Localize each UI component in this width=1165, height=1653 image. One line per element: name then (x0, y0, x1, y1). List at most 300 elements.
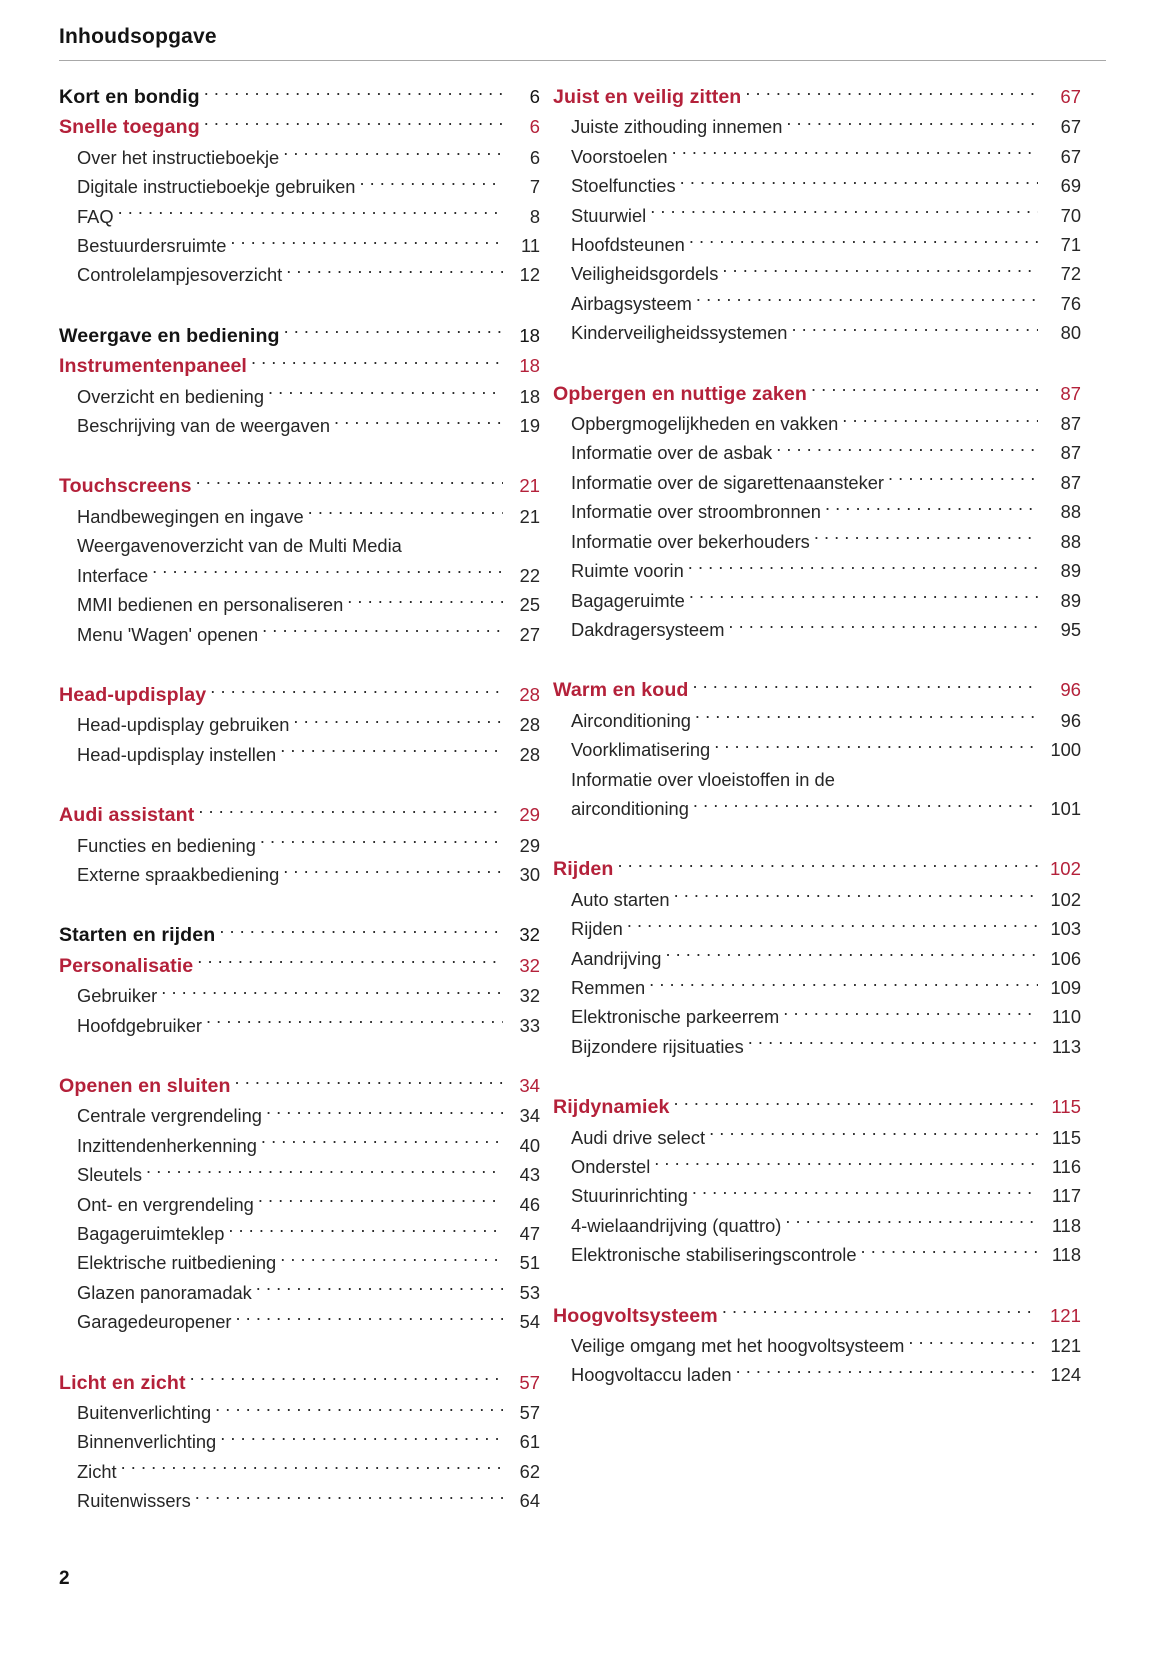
toc-page-number: 6 (529, 116, 540, 138)
toc-group-spacer (553, 823, 1081, 854)
toc-entry-label: Handbewegingen en ingave (77, 505, 304, 527)
toc-leader-dots (617, 857, 1038, 875)
toc-leader-dots (236, 1310, 504, 1328)
toc-group-spacer (59, 1337, 540, 1368)
toc-group (59, 1368, 540, 1516)
toc-page-number: 124 (1050, 1364, 1081, 1386)
toc-entry-label: Hoogvoltaccu laden (571, 1364, 732, 1386)
toc-leader-dots (293, 713, 503, 731)
toc-page-number: 121 (1050, 1335, 1081, 1357)
toc-entry-label: Rijden (571, 918, 623, 940)
toc-page-number: 22 (519, 564, 540, 586)
toc-page-number: 100 (1050, 739, 1081, 761)
toc-leader-dots (722, 262, 1038, 280)
toc-row-entry[interactable] (553, 973, 1081, 1002)
toc-row-entry[interactable] (553, 1331, 1081, 1360)
toc-group-spacer (553, 1061, 1081, 1092)
toc-entry-label: Voorstoelen (571, 145, 668, 167)
toc-page-number: 28 (519, 714, 540, 736)
toc-page-number: 61 (519, 1431, 540, 1453)
toc-entry-label: Beschrijving van de weergaven (77, 415, 331, 437)
toc-leader-dots (284, 324, 503, 342)
toc-page-number: 28 (519, 683, 540, 705)
toc-row-entry[interactable] (59, 1011, 540, 1040)
toc-entry-label: Opbergmogelijkheden en vakken (571, 413, 839, 435)
toc-entry-label: Audi assistant (59, 804, 195, 827)
toc-page-number: 6 (529, 86, 540, 107)
toc-entry-label: Aandrijving (571, 947, 662, 969)
toc-group-spacer (59, 1040, 540, 1071)
toc-entry-label: Dakdragersysteem (571, 618, 725, 640)
toc-row-entry[interactable] (553, 1002, 1081, 1031)
toc-leader-dots (811, 381, 1038, 399)
toc-page-number: 117 (1051, 1185, 1081, 1207)
toc-page-number: 34 (519, 1105, 540, 1127)
toc-entry-label: Instrumentenpaneel (59, 355, 247, 378)
toc-page-number: 87 (1060, 382, 1081, 404)
toc-row-entry[interactable] (553, 1181, 1081, 1210)
toc-leader-dots (206, 1013, 503, 1031)
toc-row-entry[interactable] (553, 1032, 1081, 1061)
toc-leader-dots (680, 174, 1038, 192)
toc-row-entry[interactable] (553, 1211, 1081, 1240)
toc-row-section[interactable] (59, 1368, 540, 1398)
toc-leader-dots (748, 1034, 1038, 1052)
toc-page-number: 7 (529, 176, 540, 198)
toc-page-number: 57 (519, 1371, 540, 1393)
toc-leader-dots (785, 1214, 1038, 1232)
toc-page-number: 106 (1050, 947, 1081, 969)
toc-entry-label: Elektrische ruitbediening (77, 1252, 277, 1274)
toc-row-entry[interactable] (553, 289, 1081, 318)
toc-entry-label: Bagageruimte (571, 589, 685, 611)
toc-row-entry[interactable] (553, 1360, 1081, 1389)
toc-entry-label: Licht en zicht (59, 1371, 186, 1394)
toc-entry-label: Starten en rijden (59, 924, 216, 947)
toc-leader-dots (152, 563, 503, 581)
toc-row-entry[interactable] (553, 556, 1081, 585)
toc-page-number: 109 (1050, 976, 1081, 998)
toc-row-section[interactable] (59, 112, 540, 142)
toc-leader-dots (745, 85, 1038, 103)
toc-page-number: 28 (519, 743, 540, 765)
toc-entry-label: Inzittendenherkenning (77, 1134, 257, 1156)
title-divider (59, 60, 1106, 61)
toc-page-number: 25 (519, 594, 540, 616)
toc-row-entry[interactable] (553, 527, 1081, 556)
toc-entry-label: Veilige omgang met het hoogvoltsysteem (571, 1335, 905, 1357)
toc-leader-dots (359, 175, 503, 193)
toc-row-section[interactable] (553, 82, 1081, 112)
toc-leader-dots (280, 1251, 503, 1269)
toc-page-number: 46 (519, 1193, 540, 1215)
toc-row-entry[interactable] (59, 411, 540, 440)
toc-leader-dots (251, 354, 503, 372)
toc-row-entry[interactable] (553, 409, 1081, 438)
toc-row-entry[interactable] (59, 531, 540, 560)
toc-entry-label: 4-wielaandrijving (quattro) (571, 1214, 782, 1236)
toc-page-number: 72 (1060, 263, 1081, 285)
toc-entry-label: Elektronische parkeerrem (571, 1006, 780, 1028)
toc-leader-dots (334, 414, 503, 432)
toc-entry-label: Snelle toegang (59, 116, 200, 139)
toc-page-number: 32 (519, 954, 540, 976)
toc-entry-label: Externe spraakbediening (77, 863, 280, 885)
toc-entry-label: Auto starten (571, 888, 670, 910)
toc-row-entry[interactable] (59, 502, 540, 531)
toc-row-entry[interactable] (553, 885, 1081, 914)
toc-entry-label: Warm en koud (553, 679, 689, 702)
toc-leader-dots (736, 1363, 1038, 1381)
toc-row-chapter[interactable] (59, 82, 540, 112)
toc-group (59, 1071, 540, 1337)
toc-row-entry[interactable] (59, 981, 540, 1010)
toc-row-entry[interactable] (59, 1248, 540, 1277)
toc-entry-label: Zicht (77, 1460, 117, 1482)
toc-row-section[interactable] (59, 951, 540, 981)
toc-row-entry[interactable] (553, 944, 1081, 973)
toc-row-entry[interactable] (553, 171, 1081, 200)
toc-entry-label: Opbergen en nuttige zaken (553, 382, 807, 405)
toc-entry-label: Informatie over stroombronnen (571, 501, 821, 523)
toc-leader-dots (693, 797, 1038, 815)
toc-group-spacer (59, 649, 540, 680)
toc-leader-dots (210, 683, 503, 701)
toc-leader-dots (195, 1489, 503, 1507)
toc-row-entry[interactable] (553, 468, 1081, 497)
toc-row-entry[interactable] (553, 586, 1081, 615)
toc-page-number: 29 (519, 804, 540, 826)
toc-page-number: 19 (519, 415, 540, 437)
toc-leader-dots (347, 593, 503, 611)
toc-leader-dots (280, 742, 503, 760)
toc-column-right (540, 82, 1140, 1516)
toc-entry-label: Elektronische stabiliseringscontrole (571, 1244, 857, 1266)
toc-page-number: 67 (1060, 145, 1081, 167)
toc-leader-dots (692, 1184, 1038, 1202)
toc-row-section[interactable] (553, 1301, 1081, 1331)
toc-leader-dots (842, 412, 1038, 430)
toc-entry-label: Informatie over de asbak (571, 442, 773, 464)
toc-page-number: 71 (1060, 234, 1081, 256)
toc-page-number: 54 (519, 1311, 540, 1333)
toc-page-number: 62 (519, 1460, 540, 1482)
toc-page-number: 87 (1060, 442, 1081, 464)
toc-leader-dots (654, 1155, 1038, 1173)
toc-leader-dots (283, 146, 503, 164)
toc-row-entry[interactable] (553, 914, 1081, 943)
toc-group (553, 82, 1081, 348)
toc-page-number: 40 (519, 1134, 540, 1156)
toc-leader-dots (908, 1334, 1038, 1352)
toc-page-number: 70 (1060, 204, 1081, 226)
toc-row-entry[interactable] (553, 1240, 1081, 1269)
toc-leader-dots (286, 263, 503, 281)
toc-entry-label: Controlelampjesoverzicht (77, 264, 283, 286)
toc-page-number: 76 (1060, 292, 1081, 314)
toc-entry-label: Buitenverlichting (77, 1402, 212, 1424)
toc-leader-dots (665, 946, 1038, 964)
toc-entry-label: Gebruiker (77, 985, 158, 1007)
toc-row-entry[interactable] (59, 1190, 540, 1219)
toc-page-number: 95 (1060, 618, 1081, 640)
toc-row-entry[interactable] (59, 202, 540, 231)
toc-entry-label: Bagageruimteklep (77, 1223, 225, 1244)
toc-leader-dots (888, 471, 1038, 489)
toc-page-number: 32 (519, 924, 540, 946)
toc-page-number: 110 (1051, 1006, 1081, 1028)
toc-row-entry[interactable] (59, 143, 540, 172)
toc-group (59, 800, 540, 889)
toc-row-section[interactable] (59, 680, 540, 710)
toc-leader-dots (695, 708, 1038, 726)
toc-row-section[interactable] (59, 800, 540, 830)
toc-entry-label: Rijdynamiek (553, 1096, 670, 1119)
toc-row-entry[interactable] (59, 561, 540, 590)
toc-entry-label: Binnenverlichting (77, 1431, 217, 1453)
toc-row-entry[interactable] (59, 1427, 540, 1456)
toc-row-entry[interactable] (553, 1152, 1081, 1181)
toc-entry-label: Hoofdsteunen (571, 234, 685, 256)
toc-row-entry[interactable] (553, 735, 1081, 764)
toc-leader-dots (204, 115, 503, 133)
toc-entry-label: Touchscreens (59, 475, 192, 498)
toc-page-number: 34 (519, 1074, 540, 1096)
toc-leader-dots (121, 1460, 503, 1478)
toc-page-number: 69 (1060, 175, 1081, 197)
toc-entry-label: Kinderveiligheidssystemen (571, 322, 788, 344)
toc-group-spacer (553, 1270, 1081, 1301)
toc-entry-label: Airbagsysteem (571, 292, 692, 314)
toc-leader-dots (714, 738, 1038, 756)
toc-page-number: 89 (1060, 560, 1081, 582)
toc-page-number: 47 (519, 1223, 540, 1244)
toc-page-number: 101 (1050, 797, 1081, 819)
toc-page-number: 18 (519, 324, 540, 346)
toc-entry-label: Stuurinrichting (571, 1185, 688, 1207)
toc-row-entry[interactable] (553, 142, 1081, 171)
toc-leader-dots (256, 1281, 503, 1299)
toc-row-section[interactable] (59, 351, 540, 381)
toc-row-entry[interactable] (59, 260, 540, 289)
toc-entry-label: Ruitenwissers (77, 1490, 191, 1512)
toc-row-entry[interactable] (59, 590, 540, 619)
toc-page-number: 67 (1060, 116, 1081, 138)
toc-row-entry[interactable] (59, 740, 540, 769)
toc-page-number: 113 (1051, 1035, 1081, 1057)
page-folio: 2 (59, 1568, 70, 1589)
toc-leader-dots (235, 1074, 503, 1092)
toc-row-entry[interactable] (59, 860, 540, 889)
toc-row-entry[interactable] (553, 1123, 1081, 1152)
toc-row-entry[interactable] (553, 318, 1081, 347)
toc-entry-label: airconditioning (571, 797, 689, 819)
toc-leader-dots (672, 145, 1038, 163)
toc-row-entry[interactable] (553, 259, 1081, 288)
toc-page-number: 57 (519, 1402, 540, 1424)
toc-entry-label: Head-updisplay (59, 683, 207, 706)
toc-row-entry[interactable] (553, 438, 1081, 467)
toc-entry-label: Stuurwiel (571, 204, 647, 226)
toc-leader-dots (861, 1243, 1038, 1261)
toc-row-chapter[interactable] (59, 920, 540, 950)
toc-leader-dots (709, 1125, 1038, 1143)
toc-page-number: 115 (1051, 1126, 1081, 1148)
toc-entry-label: Sleutels (77, 1164, 143, 1186)
toc-row-entry[interactable] (59, 710, 540, 739)
toc-leader-dots (786, 115, 1038, 133)
toc-row-entry[interactable] (59, 172, 540, 201)
toc-page-number: 8 (529, 205, 540, 227)
toc-page-number: 29 (519, 834, 540, 856)
toc-leader-dots (674, 1095, 1038, 1113)
toc-leader-dots (839, 767, 1038, 785)
toc-leader-dots (197, 953, 503, 971)
toc-page-number: 12 (519, 264, 540, 286)
toc-page-number: 32 (519, 985, 540, 1007)
toc-column-left (0, 82, 540, 1516)
toc-group (553, 1301, 1081, 1390)
toc-row-entry[interactable] (59, 1278, 540, 1307)
toc-page-number: 118 (1051, 1214, 1081, 1236)
toc-row-entry[interactable] (553, 112, 1081, 141)
toc-group-spacer (59, 290, 540, 321)
toc-row-section[interactable] (59, 471, 540, 501)
toc-page-number: 21 (519, 505, 540, 527)
toc-row-section[interactable] (59, 1071, 540, 1101)
toc-group-spacer (553, 348, 1081, 379)
toc-leader-dots (308, 505, 503, 523)
toc-leader-dots (215, 1401, 503, 1419)
toc-page-number: 51 (519, 1252, 540, 1274)
toc-entry-label: Garagedeuropener (77, 1311, 232, 1333)
toc-row-entry[interactable] (59, 620, 540, 649)
toc-leader-dots (261, 1133, 503, 1151)
toc-page-number: 53 (519, 1281, 540, 1303)
toc-page-number: 18 (519, 355, 540, 377)
toc-leader-dots (260, 833, 503, 851)
toc-row-section[interactable] (553, 1092, 1081, 1122)
toc-entry-label: Veiligheidsgordels (571, 263, 719, 285)
toc-entry-label: Centrale vergrendeling (77, 1105, 262, 1127)
toc-row-entry[interactable] (59, 1457, 540, 1486)
toc-page-number: 67 (1060, 86, 1081, 107)
toc-row-entry[interactable] (59, 231, 540, 260)
toc-row-entry[interactable] (553, 497, 1081, 526)
toc-group (59, 471, 540, 648)
toc-row-entry[interactable] (553, 765, 1081, 794)
toc-row-entry[interactable] (59, 831, 540, 860)
toc-leader-dots (406, 534, 503, 552)
toc-row-entry[interactable] (59, 1131, 540, 1160)
toc-columns (0, 82, 1165, 1516)
toc-row-section[interactable] (553, 675, 1081, 705)
toc-group (59, 82, 540, 290)
toc-group (553, 1092, 1081, 1269)
toc-group (59, 321, 540, 441)
toc-page-number: 118 (1051, 1244, 1081, 1266)
toc-leader-dots (689, 588, 1038, 606)
toc-row-section[interactable] (553, 379, 1081, 409)
toc-page-number: 121 (1049, 1304, 1081, 1326)
toc-entry-label: MMI bedienen en personaliseren (77, 594, 344, 616)
toc-leader-dots (649, 976, 1038, 994)
toc-page-number: 116 (1051, 1156, 1081, 1177)
toc-page-number: 87 (1060, 413, 1081, 435)
toc-leader-dots (728, 618, 1038, 636)
toc-entry-label: Remmen (571, 976, 646, 998)
toc-leader-dots (722, 1303, 1038, 1321)
toc-page-number: 33 (519, 1014, 540, 1036)
toc-group (59, 680, 540, 769)
toc-row-entry[interactable] (59, 1219, 540, 1248)
toc-entry-label: Openen en sluiten (59, 1074, 231, 1097)
toc-row-entry[interactable] (553, 615, 1081, 644)
toc-entry-label: Informatie over bekerhouders (571, 530, 810, 552)
toc-row-chapter[interactable] (59, 321, 540, 351)
toc-group-spacer (59, 769, 540, 800)
toc-leader-dots (692, 678, 1038, 696)
toc-group (553, 675, 1081, 823)
toc-entry-label: Ruimte voorin (571, 560, 684, 582)
toc-row-section[interactable] (553, 854, 1081, 884)
toc-row-entry[interactable] (59, 1398, 540, 1427)
toc-page-number: 64 (519, 1490, 540, 1512)
toc-leader-dots (118, 204, 503, 222)
toc-leader-dots (689, 233, 1038, 251)
toc-entry-label: Ont- en vergrendeling (77, 1193, 254, 1215)
toc-row-entry[interactable] (553, 794, 1081, 823)
toc-entry-label: Hoofdgebruiker (77, 1014, 202, 1036)
toc-leader-dots (627, 917, 1038, 935)
toc-row-entry[interactable] (59, 1160, 540, 1189)
toc-page-number: 103 (1050, 918, 1081, 940)
toc-page-number: 6 (529, 146, 540, 168)
toc-leader-dots (228, 1222, 503, 1240)
toc-leader-dots (190, 1370, 503, 1388)
toc-leader-dots (262, 622, 503, 640)
toc-page-number: 88 (1060, 501, 1081, 523)
toc-entry-label: Rijden (553, 858, 614, 881)
toc-entry-label: Juist en veilig zitten (553, 86, 742, 108)
toc-row-entry[interactable] (59, 1307, 540, 1336)
toc-leader-dots (266, 1104, 503, 1122)
toc-leader-dots (196, 474, 503, 492)
toc-page-number: 96 (1060, 709, 1081, 731)
toc-leader-dots (696, 292, 1038, 310)
toc-row-entry[interactable] (59, 1486, 540, 1515)
toc-entry-label: Bijzondere rijsituaties (571, 1035, 744, 1057)
toc-entry-label: Voorklimatisering (571, 739, 711, 761)
toc-row-entry[interactable] (553, 706, 1081, 735)
toc-row-entry[interactable] (59, 382, 540, 411)
toc-entry-label: Menu 'Wagen' openen (77, 623, 259, 645)
toc-entry-label: Head-updisplay instellen (77, 743, 277, 765)
toc-page-number: 88 (1060, 530, 1081, 552)
toc-leader-dots (198, 803, 503, 821)
toc-page-number: 89 (1060, 589, 1081, 611)
toc-group-spacer (59, 440, 540, 471)
toc-entry-label: Head-updisplay gebruiken (77, 714, 290, 736)
toc-row-entry[interactable] (553, 201, 1081, 230)
toc-row-entry[interactable] (59, 1101, 540, 1130)
toc-leader-dots (219, 923, 503, 941)
toc-leader-dots (230, 234, 503, 252)
toc-entry-label: Glazen panoramadak (77, 1281, 252, 1303)
toc-page-number: 96 (1060, 679, 1081, 701)
toc-row-entry[interactable] (553, 230, 1081, 259)
toc-leader-dots (776, 441, 1038, 459)
